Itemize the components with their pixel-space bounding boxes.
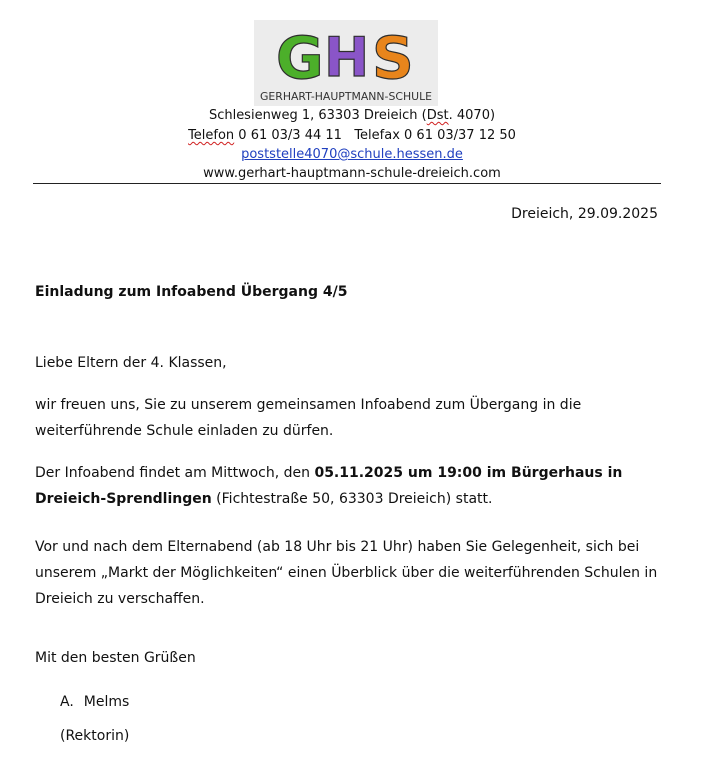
school-logo: [254, 20, 438, 106]
spellcheck-word: Dst: [426, 108, 449, 123]
email-link[interactable]: poststelle4070@schule.hessen.de: [241, 147, 463, 162]
school-phone: Telefon 0 61 03/3 44 11 Telefax 0 61 03/37 12 50: [188, 128, 516, 143]
logo-letter-h: H: [324, 26, 370, 89]
school-address: Schlesienweg 1, 63303 Dreieich (Dst. 4070): [208, 108, 496, 123]
signature-name: A. Melms: [60, 694, 130, 710]
spellcheck-word: Telefon: [188, 128, 235, 143]
school-email-line: [0, 145, 704, 164]
logo-letter-g: G: [276, 24, 324, 92]
paragraph-market: Vor und nach dem Elternabend (ab 18 Uhr bis 21 Uhr) haben Sie Gelegenheit, sich bei unserem „Markt der Möglichkeiten“ einen Überblick über die weiterführenden Schulen in Dreieich zu verschaffen.: [35, 539, 658, 607]
logo-subtitle: GERHART-HAUPTMANN-SCHULE: [260, 90, 433, 103]
signature-role: (Rektorin): [60, 728, 130, 744]
school-website: www.gerhart-hauptmann-schule-dreieich.com: [203, 166, 501, 181]
paragraph-intro: wir freuen uns, Sie zu unserem gemeinsamen Infoabend zum Übergang in die weiterführende Schule einladen zu dürfen.: [35, 397, 582, 439]
letter-date: Dreieich, 29.09.2025: [511, 206, 658, 222]
paragraph-event-details: Der Infoabend findet am Mittwoch, den 05.11.2025 um 19:00 im Bürgerhaus in Dreieich-Sprendlingen (Fichtestraße 50, 63303 Dreieich) statt.: [35, 465, 623, 507]
logo-letter-s: S: [372, 24, 414, 92]
event-datetime-location: 05.11.2025 um 19:00 im Bürgerhaus in Dreieich-Sprendlingen: [35, 465, 623, 507]
header-divider: [33, 183, 661, 184]
letter-subject: Einladung zum Infoabend Übergang 4/5: [35, 284, 348, 300]
salutation: Liebe Eltern der 4. Klassen,: [35, 355, 227, 371]
closing: Mit den besten Grüßen: [35, 650, 196, 666]
